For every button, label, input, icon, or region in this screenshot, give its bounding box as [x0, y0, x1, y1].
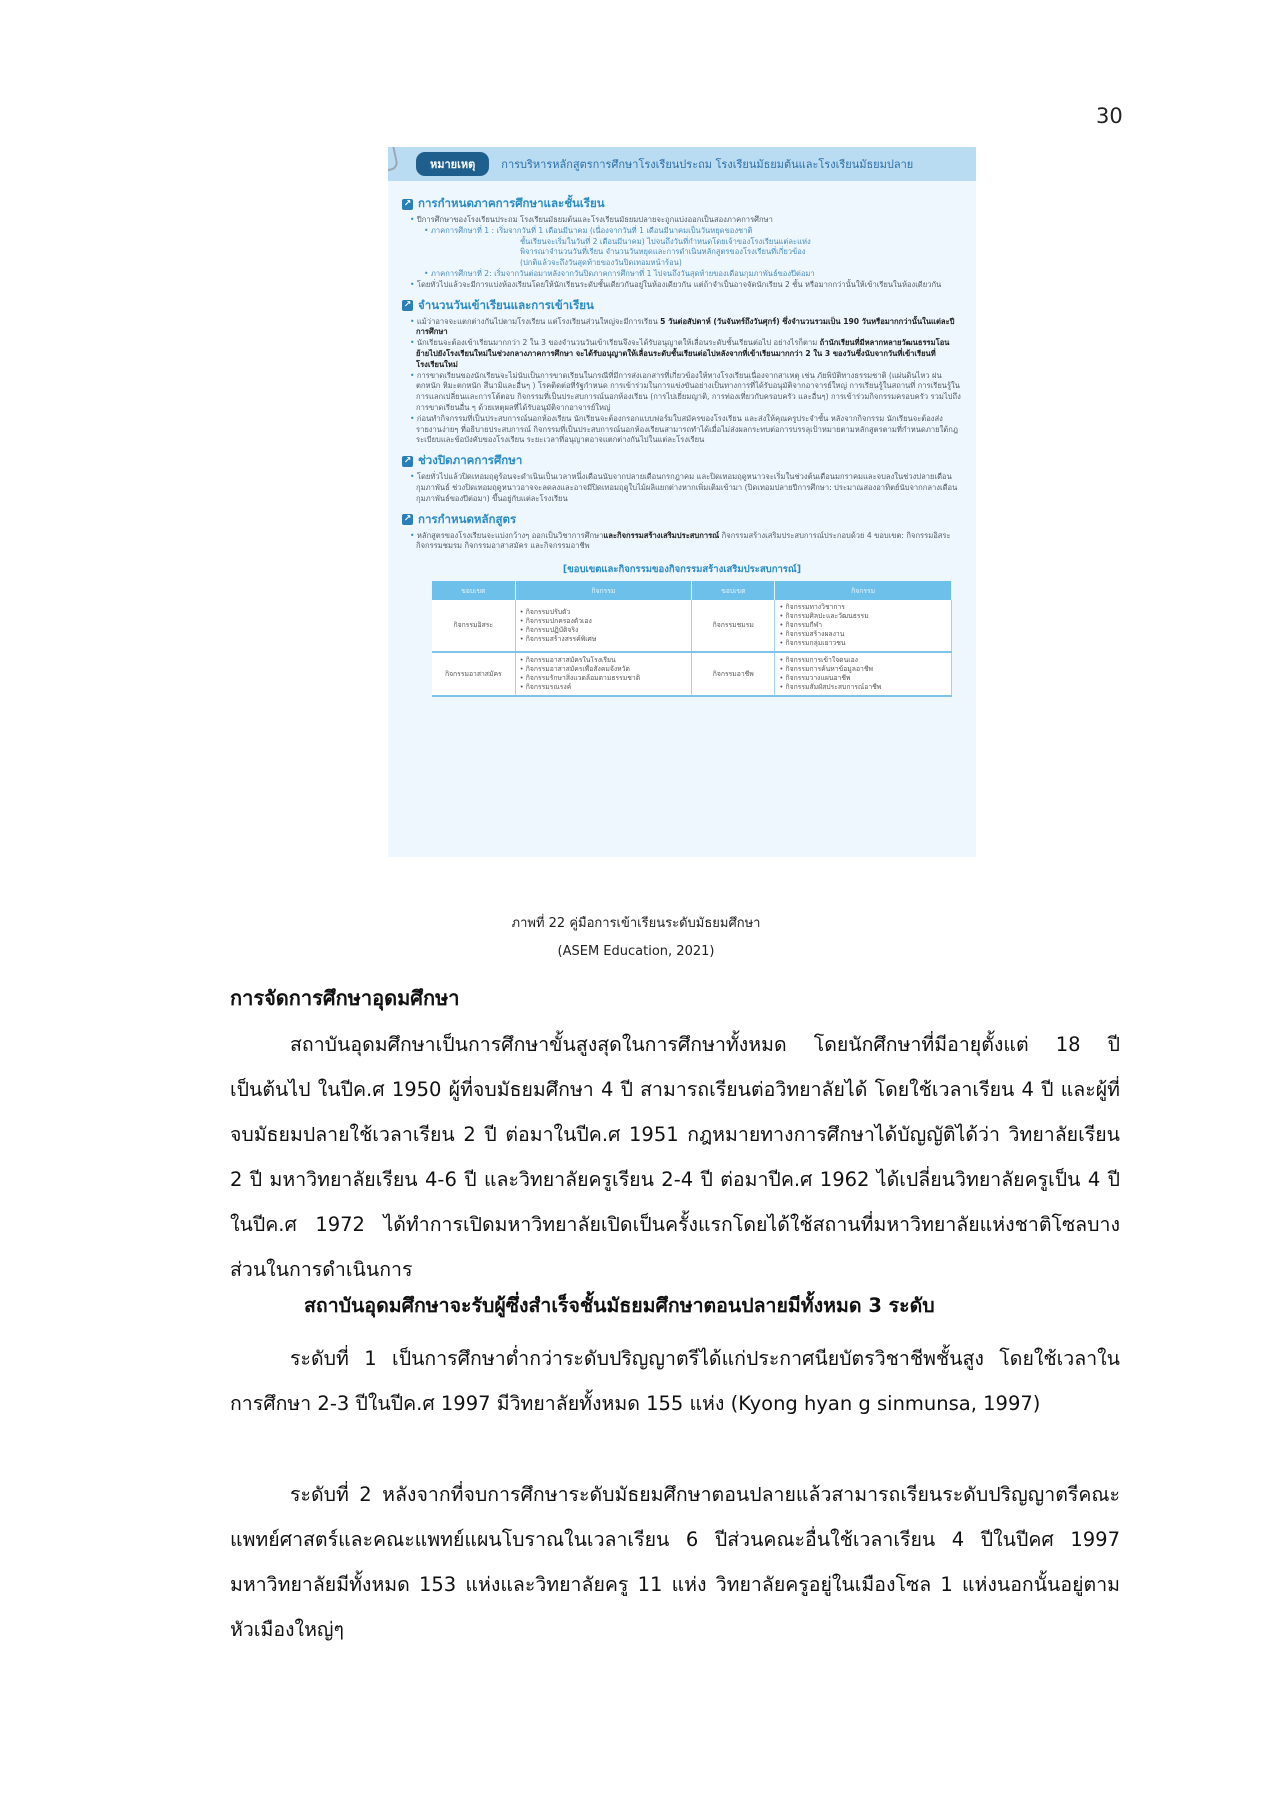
- subheading: สถาบันอุดมศึกษาจะรับผู้ซึ่งสำเร็จชั้นมัธยมศึกษาตอนปลายมีทั้งหมด 3 ระดับ: [304, 1294, 935, 1317]
- section-title-text: จำนวนวันเข้าเรียนและการเข้าเรียน: [418, 297, 594, 312]
- header-scope: ขอบเขต: [432, 581, 515, 600]
- activity-item: • กิจกรรมศิลปะและวัฒนธรรม: [779, 612, 947, 621]
- activity-item: • กิจกรรมอาสาสมัครในโรงเรียน: [520, 656, 688, 665]
- activity-item: • กิจกรรมทางวิชาการ: [779, 603, 947, 612]
- bullet-item: • โดยทั่วไปแล้วปิดเทอมฤดูร้อนจะดำเนินเป็นเวลาหนึ่งเดือนนับจากปลายเดือนกรกฎาคม และปิดเทอมฤดูหนาวจะเริ่มในช่วงต้นเดือนมกราคมและจบลงในช่วงปลายเดือนกุมภาพันธ์ ช่วงปิดเทอมฤดูหนาวอาจจะลดลงและอาจมีปิดเทอมฤดูใบไม้ผลิแยกต่างหากเพิ่มเติมเข้ามา (ปิดเทอมปลายปีการศึกษา: ประมาณสองอาทิตย์นับจากกลางเดือนกุมภาพันธ์ของปีต่อมา) ขึ้นอยู่กับแต่ละโรงเรียน: [410, 472, 958, 503]
- paragraph-2: ระดับที่ 1 เป็นการศึกษาต่ำกว่าระดับปริญญาตรีได้แก่ประกาศนียบัตรวิชาชีพชั้นสูง โดยใช้เวลาในการศึกษา 2-3 ปีในปีค.ศ 1997 มีวิทยาลัยทั้งหมด 155 แห่ง (Kyong hyan g sinmunsa, 1997): [230, 1347, 1120, 1415]
- sub-item-cont: พิจารณาจำนวนวันที่เรียน จำนวนวันหยุดและการดำเนินหลักสูตรของโรงเรียนที่เกี่ยวข้อง: [520, 247, 806, 257]
- arrow-box-icon: ↗: [403, 514, 412, 525]
- activity-item: • กิจกรรมกลุ่มเยาวชน: [779, 639, 947, 648]
- header-activity: กิจกรรม: [775, 581, 952, 600]
- header-scope: ขอบเขต: [692, 581, 775, 600]
- scope-cell: กิจกรรมอาสาสมัคร: [432, 652, 515, 696]
- activity-item: • กิจกรรมปกครองตัวเอง: [520, 617, 688, 626]
- activity-item: • กิจกรรมสัมผัสประสบการณ์อาชีพ: [779, 683, 947, 692]
- scope-cell: กิจกรรมอาชีพ: [692, 652, 775, 696]
- table-title: [ขอบเขตและกิจกรรมของกิจกรรมสร้างเสริมประสบการณ์]: [562, 564, 802, 576]
- section-title-attendance: [402, 297, 962, 315]
- bullet-item: • นักเรียนจะต้องเข้าเรียนมากกว่า 2 ใน 3 ของจำนวนวันเข้าเรียนจึงจะได้รับอนุญาตให้เลื่อนระดับชั้นเรียนต่อไป อย่างไรก็ตาม ถ้านักเรียนที่มีหลากหลายวัฒนธรรมโอนย้ายไปยังโรงเรียนใหม่ในช่วงกลางภาคการศึกษา จะได้รับอนุญาตให้เลื่อนระดับชั้นเรียนต่อไปหลังจากที่เข้าเรียนมากกว่า 2 ใน 3 ของวันซึ่งนับจากวันที่เข้าเรียนที่โรงเรียนใหม่: [410, 338, 950, 369]
- sub-item: • ภาคการศึกษาที่ 1 : เริ่มจากวันที่ 1 เดือนมีนาคม (เนื่องจากวันที่ 1 เดือนมีนาคมเป็นวันหยุดของชาติ: [424, 225, 753, 235]
- activity-item: • กิจกรรมกีฬา: [779, 621, 947, 630]
- activity-item: • กิจกรรมสร้างผลงาน: [779, 630, 947, 639]
- section-title-vacation: [402, 452, 962, 470]
- bullet-item: • การขาดเรียนของนักเรียนจะไม่นับเป็นการขาดเรียนในกรณีที่มีการส่งเอกสารที่เกี่ยวข้องให้ทางโรงเรียนเนื่องจากสาเหตุ เช่น ภัยพิบัติทางธรรมชาติ (แผ่นดินไหว ฝนตกหนัก หิมะตกหนัก สึนามิและอื่นๆ ) โรคติดต่อที่รัฐกำหนด การเข้าร่วมในการแข่งขันอย่างเป็นทางการที่ได้รับอนุมัติจากอาจารย์ใหญ่ การเรียนรู้ในสถานที่ การเรียนรู้ในการแลกเปลี่ยนและการโต้ตอบ กิจกรรมที่เป็นประสบการณ์นอกห้องเรียน (การไปเยี่ยมญาติ, การท่องเที่ยวกับครอบครัว และอื่นๆ) การเข้าร่วมกิจกรรมครอบครัว รวมไปถึงการขาดเรียนอื่น ๆ ด้วยเหตุผลที่ได้รับอนุมัติจากอาจารย์ใหญ่: [410, 370, 961, 412]
- sub-item-cont: (ปกติแล้วจะถึงวันสุดท้ายของวันปิดเทอมหน้าร้อน): [520, 258, 682, 268]
- arrow-box-icon: ↗: [403, 300, 412, 311]
- activity-item: • กิจกรรมการเข้าใจตนเอง: [779, 656, 947, 665]
- activity-item: • กิจกรรมวางแผนอาชีพ: [779, 674, 947, 683]
- activity-item: • กิจกรรมรักษาสิ่งแวดล้อมตามธรรมชาติ: [520, 674, 688, 683]
- bullet-item: • ปีการศึกษาของโรงเรียนประถม โรงเรียนมัธยมต้นและโรงเรียนมัธยมปลายจะถูกแบ่งออกเป็นสองภาคการศึกษา: [410, 215, 773, 224]
- activity-cell: [775, 600, 952, 652]
- paragraph-3: ระดับที่ 2 หลังจากที่จบการศึกษาระดับมัธยมศึกษาตอนปลายแล้วสามารถเรียนระดับปริญญาตรีคณะแพทย์ศาสตร์และคณะแพทย์แผนโบราณในเวลาเรียน 6 ปีส่วนคณะอื่นใช้เวลาเรียน 4 ปีในปีคศ 1997 มหาวิทยาลัยมีทั้งหมด 153 แห่งและวิทยาลัยครู 11 แห่ง วิทยาลัยครูอยู่ในเมืองโซล 1 แห่งนอกนั้นอยู่ตามหัวเมืองใหญ่ๆ: [230, 1483, 1120, 1641]
- table-row: [432, 600, 952, 652]
- figure-caption: ภาพที่ 22 คู่มือการเข้าเรียนระดับมัธยมศึกษา: [511, 916, 761, 931]
- bullet-item: • โดยทั่วไปแล้วจะมีการแบ่งห้องเรียนโดยให้นักเรียนระดับชั้นเดียวกันอยู่ในห้องเดียวกัน แต่ถ้าจำเป็นอาจจัดนักเรียน 2 ชั้น หรือมากกว่านั้นให้เข้าเรียนในห้องเดียวกัน: [410, 279, 942, 289]
- table-header-row: [432, 581, 952, 600]
- activity-item: • กิจกรรมปฏิบัติจริง: [520, 626, 688, 635]
- figure-school-curriculum-note: [388, 147, 976, 857]
- activity-item: • กิจกรรมอาสาสมัครเพื่อสังคมจังหวัด: [520, 665, 688, 674]
- section-title-semester: [402, 195, 962, 213]
- activity-item: • กิจกรรมการค้นหาข้อมูลอาชีพ: [779, 665, 947, 674]
- section-heading: การจัดการศึกษาอุดมศึกษา: [230, 986, 460, 1010]
- table-row: [432, 652, 952, 696]
- activity-item: • กิจกรรมปรับตัว: [520, 608, 688, 617]
- activity-cell: [775, 652, 952, 696]
- figure-title: การบริหารหลักสูตรการศึกษาโรงเรียนประถม โรงเรียนมัธยมต้นและโรงเรียนมัธยมปลาย: [501, 158, 914, 171]
- figure-source: (ASEM Education, 2021): [557, 944, 715, 959]
- section-title-curriculum: [402, 511, 962, 529]
- activities-table: [432, 581, 952, 697]
- arrow-box-icon: ↗: [403, 198, 412, 209]
- paragraph-1: สถาบันอุดมศึกษาเป็นการศึกษาขั้นสูงสุดในการศึกษาทั้งหมด โดยนักศึกษาที่มีอายุตั้งแต่ 18 ปี เป็นต้นไป ในปีค.ศ 1950 ผู้ที่จบมัธยมศึกษา 4 ปี สามารถเรียนต่อวิทยาลัยได้ โดยใช้เวลาเรียน 4 ปี และผู้ที่จบมัธยมปลายใช้เวลาเรียน 2 ปี ต่อมาในปีค.ศ 1951 กฎหมายทางการศึกษาได้บัญญัติได้ว่า วิทยาลัยเรียน 2 ปี มหาวิทยาลัยเรียน 4-6 ปี และวิทยาลัยครูเรียน 2-4 ปี ต่อมาปีค.ศ 1962 ได้เปลี่ยนวิทยาลัยครูเป็น 4 ปี ในปีค.ศ 1972 ได้ทำการเปิดมหาวิทยาลัยเปิดเป็นครั้งแรกโดยได้ใช้สถานที่มหาวิทยาลัยแห่งชาติโซลบางส่วนในการดำเนินการ: [230, 1033, 1120, 1281]
- activity-item: • กิจกรรมรณรงค์: [520, 683, 688, 692]
- section-title-text: ช่วงปิดภาคการศึกษา: [418, 453, 523, 468]
- bullet-item: • หลักสูตรของโรงเรียนจะแบ่งกว้างๆ ออกเป็นวิชาการศึกษาและกิจกรรมสร้างเสริมประสบการณ์ กิจกรรมสร้างเสริมประสบการณ์ประกอบด้วย 4 ขอบเขต: กิจกรรมอิสระ กิจกรรมชมรม กิจกรรมอาสาสมัคร และกิจกรรมอาชีพ: [410, 530, 951, 551]
- section-title-text: การกำหนดภาคการศึกษาและชั้นเรียน: [418, 196, 605, 210]
- note-badge: หมายเหตุ: [416, 152, 489, 176]
- activity-item: • กิจกรรมสร้างสรรค์พิเศษ: [520, 635, 688, 644]
- sub-item-cont: ชั้นเรียนจะเริ่มในวันที่ 2 เดือนมีนาคม) ไปจนถึงวันที่กำหนดโดยเจ้าของโรงเรียนแต่ละแห่ง: [520, 236, 811, 246]
- section-title-text: การกำหนดหลักสูตร: [418, 511, 517, 526]
- activity-cell: [515, 600, 692, 652]
- page-number: 30: [1096, 104, 1123, 128]
- scope-cell: กิจกรรมอิสระ: [432, 600, 515, 652]
- header-activity: กิจกรรม: [515, 581, 692, 600]
- sub-item: • ภาคการศึกษาที่ 2: เริ่มจากวันต่อมาหลังจากวันปิดภาคการศึกษาที่ 1 ไปจนถึงวันสุดท้ายของเดือนกุมภาพันธ์ของปีต่อมา: [424, 268, 815, 278]
- activity-cell: [515, 652, 692, 696]
- bullet-item: • ก่อนทำกิจกรรมที่เป็นประสบการณ์นอกห้องเรียน นักเรียนจะต้องกรอกแบบฟอร์มใบสมัครของโรงเรียน และส่งให้คุณครูประจำชั้น หลังจากกิจกรรม นักเรียนจะต้องส่งรายงานง่ายๆ ที่อธิบายประสบการณ์ กิจกรรมที่เป็นประสบการณ์นอกห้องเรียนสามารถทำได้เมื่อไม่ส่งผลกระทบต่อการบรรลุเป้าหมายตามหลักสูตรตามที่กำหนดภายใต้กฎระเบียบและข้อบังคับของโรงเรียน ระยะเวลาที่อนุญาตอาจแตกต่างกันไปในแต่ละโรงเรียน: [410, 413, 958, 445]
- scope-cell: กิจกรรมชมรม: [692, 600, 775, 652]
- arrow-box-icon: ↗: [403, 455, 412, 466]
- figure-header: [388, 147, 976, 181]
- bullet-item: • แม้ว่าอาจจะแตกต่างกันไปตามโรงเรียน แต่โรงเรียนส่วนใหญ่จะมีการเรียน 5 วันต่อสัปดาห์ (วันจันทร์ถึงวันศุกร์) ซึ่งจำนวนรวมเป็น 190 วันหรือมากกว่านั้นในแต่ละปีการศึกษา: [410, 316, 955, 337]
